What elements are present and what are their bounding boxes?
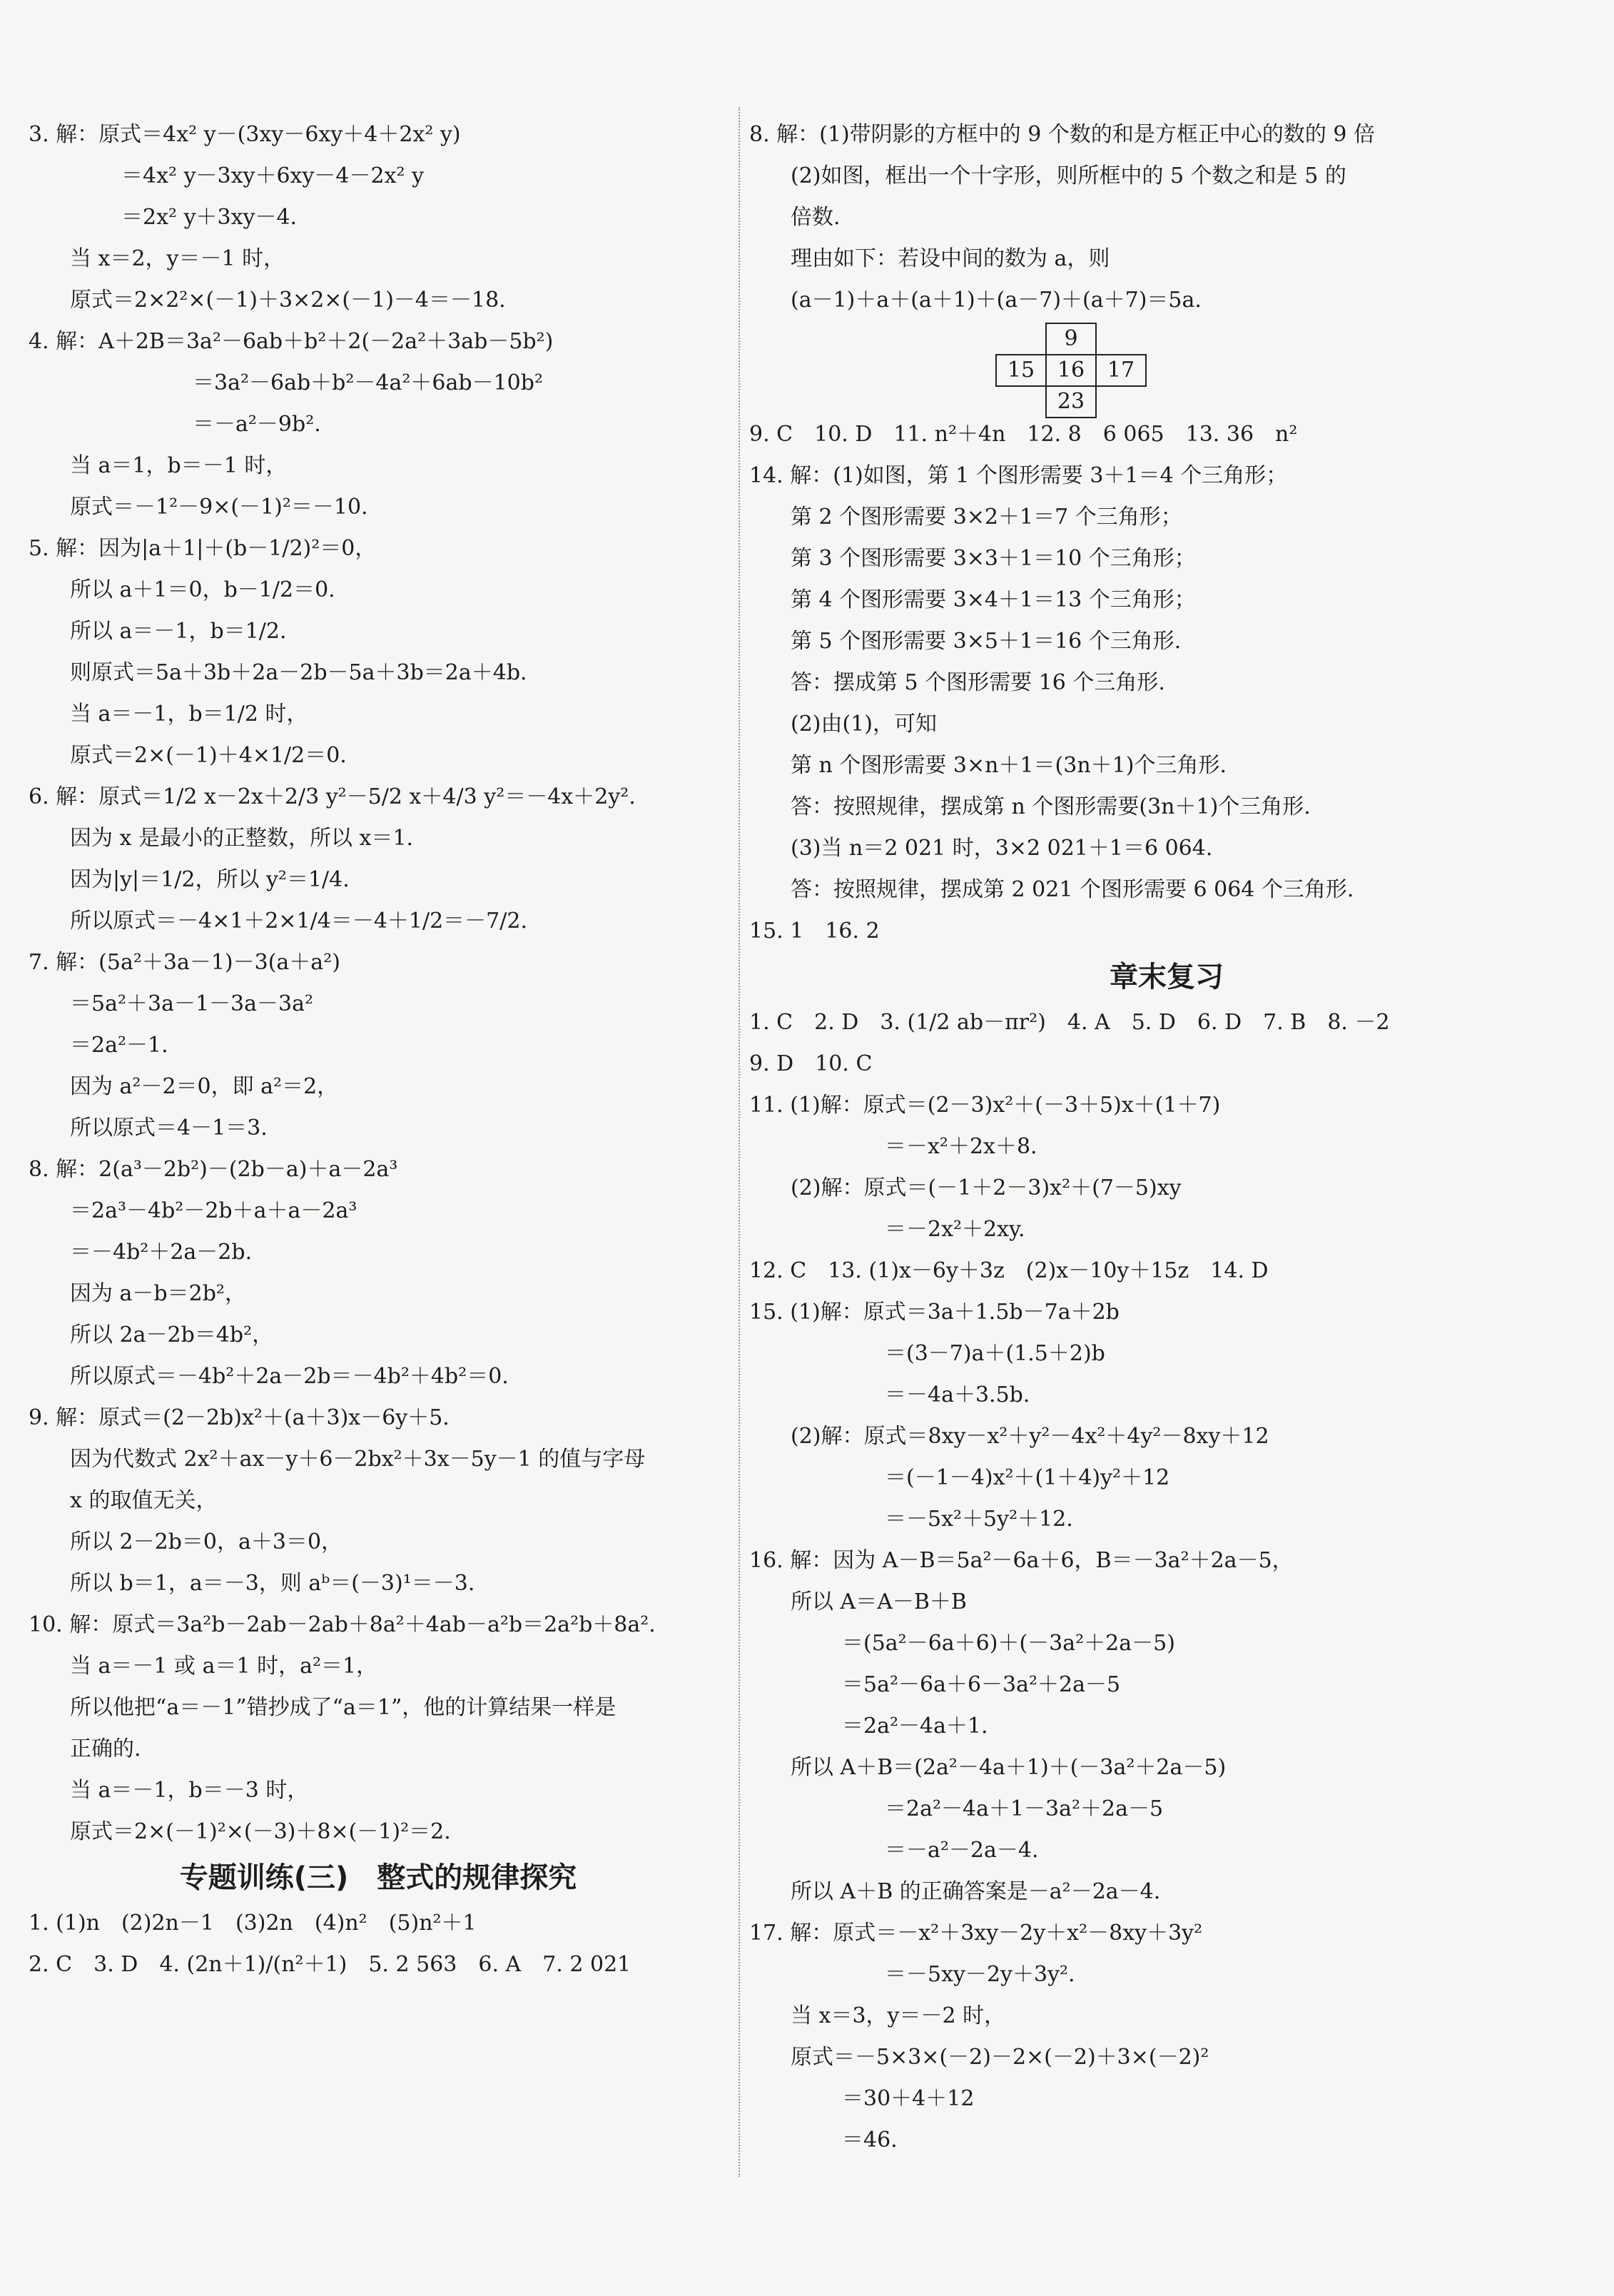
answer-line: 第 3 个图形需要 3×3＋1＝10 个三角形； — [791, 546, 1196, 571]
answer-line: 正确的. — [70, 1736, 141, 1761]
answer-line: 原式＝2×2²×(－1)＋3×2×(－1)－4＝－18. — [70, 288, 506, 313]
column-divider — [739, 107, 740, 2177]
answer-line: 答：按照规律，摆成第 2 021 个图形需要 6 064 个三角形. — [791, 877, 1354, 902]
right-answers-mid — [749, 414, 1584, 952]
answer-line: 1. C 2. D 3. (1/2 ab－πr²) 4. A 5. D 6. D 7. B 8. －2 — [749, 1010, 1390, 1035]
left-answers — [29, 114, 728, 1853]
answer-line: ＝2a²－1. — [70, 1033, 168, 1058]
answer-line: 第 4 个图形需要 3×4＋1＝13 个三角形； — [791, 587, 1196, 612]
answer-line: ＝－2x²＋2xy. — [885, 1217, 1025, 1242]
answer-line: 所以 2－2b＝0，a＋3＝0， — [70, 1529, 343, 1554]
answer-line: 17. 解：原式＝－x²＋3xy－2y＋x²－8xy＋3y² — [749, 1921, 1203, 1946]
answer-line: (a－1)＋a＋(a＋1)＋(a－7)＋(a＋7)＝5a. — [791, 288, 1202, 313]
answer-line: 所以原式＝4－1＝3. — [70, 1116, 268, 1141]
cross-number-grid — [749, 321, 1584, 414]
answer-line: 原式＝2×(－1)＋4×1/2＝0. — [70, 743, 347, 768]
answer-line: ＝－4b²＋2a－2b. — [70, 1240, 253, 1265]
answer-line: 16. 解：因为 A－B＝5a²－6a＋6，B＝－3a²＋2a－5， — [749, 1548, 1294, 1573]
answer-line: ＝2a³－4b²－2b＋a＋a－2a³ — [70, 1198, 357, 1223]
answer-line: 9. C 10. D 11. n²＋4n 12. 8 6 065 13. 36 n² — [749, 422, 1298, 447]
answer-line: 第 2 个图形需要 3×2＋1＝7 个三角形； — [791, 505, 1182, 530]
answer-line: 倍数. — [791, 205, 841, 230]
grid-cell-left: 15 — [995, 354, 1047, 387]
answer-line: 当 x＝2，y＝－1 时， — [70, 246, 285, 271]
answer-line: (3)当 n＝2 021 时，3×2 021＋1＝6 064. — [791, 836, 1213, 861]
answer-line: 所以原式＝－4×1＋2×1/4＝－4＋1/2＝－7/2. — [70, 909, 528, 934]
answer-line: ＝2x² y＋3xy－4. — [121, 205, 298, 230]
answer-line: 因为|y|＝1/2，所以 y²＝1/4. — [70, 867, 350, 892]
answer-line: 所以 A＝A－B＋B — [791, 1589, 967, 1614]
answer-line: 5. 解：因为|a＋1|＋(b－1/2)²＝0， — [29, 536, 377, 561]
answer-line: ＝(3－7)a＋(1.5＋2)b — [885, 1341, 1105, 1366]
special-training-answers — [29, 1903, 728, 1986]
answer-line: 因为 a²－2＝0，即 a²＝2， — [70, 1074, 339, 1099]
answer-line: 原式＝－1²－9×(－1)²＝－10. — [70, 495, 368, 520]
answer-line: ＝－a²－2a－4. — [885, 1838, 1039, 1863]
answer-line: 所以 A＋B 的正确答案是－a²－2a－4. — [791, 1879, 1161, 1904]
answer-line: ＝(－1－4)x²＋(1＋4)y²＋12 — [885, 1465, 1170, 1490]
answer-line: ＝4x² y－3xy＋6xy－4－2x² y — [121, 163, 425, 188]
answer-line: x 的取值无关， — [70, 1488, 218, 1513]
answer-line: 9. D 10. C — [749, 1051, 873, 1076]
answer-line: 所以 A＋B＝(2a²－4a＋1)＋(－3a²＋2a－5) — [791, 1755, 1227, 1780]
answer-line: 9. 解：原式＝(2－2b)x²＋(a＋3)x－6y＋5. — [29, 1405, 450, 1430]
answer-line: 原式＝－5×3×(－2)－2×(－2)＋3×(－2)² — [791, 2045, 1209, 2070]
section-heading-special-training: 专题训练(三) 整式的规律探究 — [179, 1861, 577, 1894]
answer-line: ＝(5a²－6a＋6)＋(－3a²＋2a－5) — [842, 1631, 1175, 1656]
section-heading-chapter-review: 章末复习 — [1110, 961, 1224, 993]
answer-line: 6. 解：原式＝1/2 x－2x＋2/3 y²－5/2 x＋4/3 y²＝－4x＋2y². — [29, 784, 636, 809]
answer-line: ＝30＋4＋12 — [842, 2086, 975, 2111]
answer-line: ＝3a²－6ab＋b²－4a²＋6ab－10b² — [193, 370, 543, 395]
answer-line: ＝－x²＋2x＋8. — [885, 1134, 1037, 1159]
answer-line: 因为 a－b＝2b²， — [70, 1281, 246, 1306]
answer-line: 所以原式＝－4b²＋2a－2b＝－4b²＋4b²＝0. — [70, 1364, 509, 1389]
answer-line: 3. 解：原式＝4x² y－(3xy－6xy＋4＋2x² y) — [29, 122, 461, 147]
chapter-review-answers — [749, 1002, 1584, 2161]
answer-line: 14. 解：(1)如图，第 1 个图形需要 3＋1＝4 个三角形； — [749, 463, 1288, 488]
answer-line: 15. 1 16. 2 — [749, 919, 880, 944]
answer-line: 所以 2a－2b＝4b²， — [70, 1323, 274, 1347]
answer-line: 12. C 13. (1)x－6y＋3z (2)x－10y＋15z 14. D — [749, 1258, 1269, 1283]
answer-line: (2)解：原式＝(－1＋2－3)x²＋(7－5)xy — [791, 1175, 1182, 1200]
answer-line: 7. 解：(5a²＋3a－1)－3(a＋a²) — [29, 950, 340, 975]
answer-line: 10. 解：原式＝3a²b－2ab－2ab＋8a²＋4ab－a²b＝2a²b＋8a². — [29, 1612, 656, 1637]
right-answers-top — [749, 114, 1584, 321]
answer-line: 所以 a＋1＝0，b－1/2＝0. — [70, 577, 335, 602]
answer-line: 所以 a＝－1，b＝1/2. — [70, 619, 287, 644]
answer-line: (2)如图，框出一个十字形，则所框中的 5 个数之和是 5 的 — [791, 163, 1346, 188]
answer-line: 当 a＝1，b＝－1 时， — [70, 453, 288, 478]
answer-line: ＝46. — [842, 2128, 898, 2153]
answer-line: 第 5 个图形需要 3×5＋1＝16 个三角形. — [791, 629, 1182, 654]
grid-cell-top: 9 — [1045, 323, 1097, 355]
grid-cell-center: 16 — [1045, 354, 1097, 387]
answer-line: 所以他把“a＝－1”错抄成了“a＝1”，他的计算结果一样是 — [70, 1695, 616, 1720]
answer-line: 因为代数式 2x²＋ax－y＋6－2bx²＋3x－5y－1 的值与字母 — [70, 1447, 646, 1472]
answer-line: 当 a＝－1，b＝1/2 时， — [70, 702, 308, 727]
answer-line: 原式＝2×(－1)²×(－3)＋8×(－1)²＝2. — [70, 1819, 451, 1844]
answer-line: ＝－5xy－2y＋3y². — [885, 1962, 1075, 1987]
answer-line: 11. (1)解：原式＝(2－3)x²＋(－3＋5)x＋(1＋7) — [749, 1093, 1221, 1118]
answer-line: 当 x＝3，y＝－2 时， — [791, 2003, 1006, 2028]
answer-line: 因为 x 是最小的正整数，所以 x＝1. — [70, 826, 414, 851]
answer-line: ＝－4a＋3.5b. — [885, 1382, 1030, 1407]
answer-line: ＝2a²－4a＋1. — [842, 1714, 988, 1739]
answer-line: 当 a＝－1，b＝－3 时， — [70, 1778, 309, 1803]
answer-line: 答：摆成第 5 个图形需要 16 个三角形. — [791, 670, 1165, 695]
answer-line: 所以 b＝1，a＝－3，则 aᵇ＝(－3)¹＝－3. — [70, 1571, 475, 1596]
grid-cell-bottom: 23 — [1045, 385, 1097, 418]
answer-line: 答：按照规律，摆成第 n 个图形需要(3n＋1)个三角形. — [791, 794, 1311, 819]
answer-line: ＝－a²－9b². — [193, 412, 321, 437]
left-column — [29, 114, 728, 1986]
answer-line: 理由如下：若设中间的数为 a，则 — [791, 246, 1110, 271]
answer-line: ＝－5x²＋5y²＋12. — [885, 1507, 1073, 1532]
answer-line: 2. C 3. D 4. (2n＋1)/(n²＋1) 5. 2 563 6. A 7. 2 021 — [29, 1952, 631, 1977]
answer-line: 15. (1)解：原式＝3a＋1.5b－7a＋2b — [749, 1300, 1120, 1325]
right-column — [749, 114, 1584, 2161]
answer-line: 第 n 个图形需要 3×n＋1＝(3n＋1)个三角形. — [791, 753, 1227, 778]
answer-line: 1. (1)n (2)2n－1 (3)2n (4)n² (5)n²＋1 — [29, 1911, 477, 1936]
answer-line: 8. 解：2(a³－2b²)－(2b－a)＋a－2a³ — [29, 1157, 398, 1182]
answer-line: 则原式＝5a＋3b＋2a－2b－5a＋3b＝2a＋4b. — [70, 660, 527, 685]
grid-cell-right: 17 — [1095, 354, 1147, 387]
answer-line: 8. 解：(1)带阴影的方框中的 9 个数的和是方框正中心的数的 9 倍 — [749, 122, 1375, 147]
answer-line: 4. 解：A＋2B＝3a²－6ab＋b²＋2(－2a²＋3ab－5b²) — [29, 329, 554, 354]
answer-line: (2)由(1)，可知 — [791, 712, 937, 737]
answer-line: ＝5a²＋3a－1－3a－3a² — [70, 991, 314, 1016]
answer-line: ＝2a²－4a＋1－3a²＋2a－5 — [885, 1796, 1164, 1821]
answer-line: (2)解：原式＝8xy－x²＋y²－4x²＋4y²－8xy＋12 — [791, 1424, 1269, 1449]
answer-line: 当 a＝－1 或 a＝1 时，a²＝1， — [70, 1654, 378, 1679]
answer-line: ＝5a²－6a＋6－3a²＋2a－5 — [842, 1672, 1121, 1697]
